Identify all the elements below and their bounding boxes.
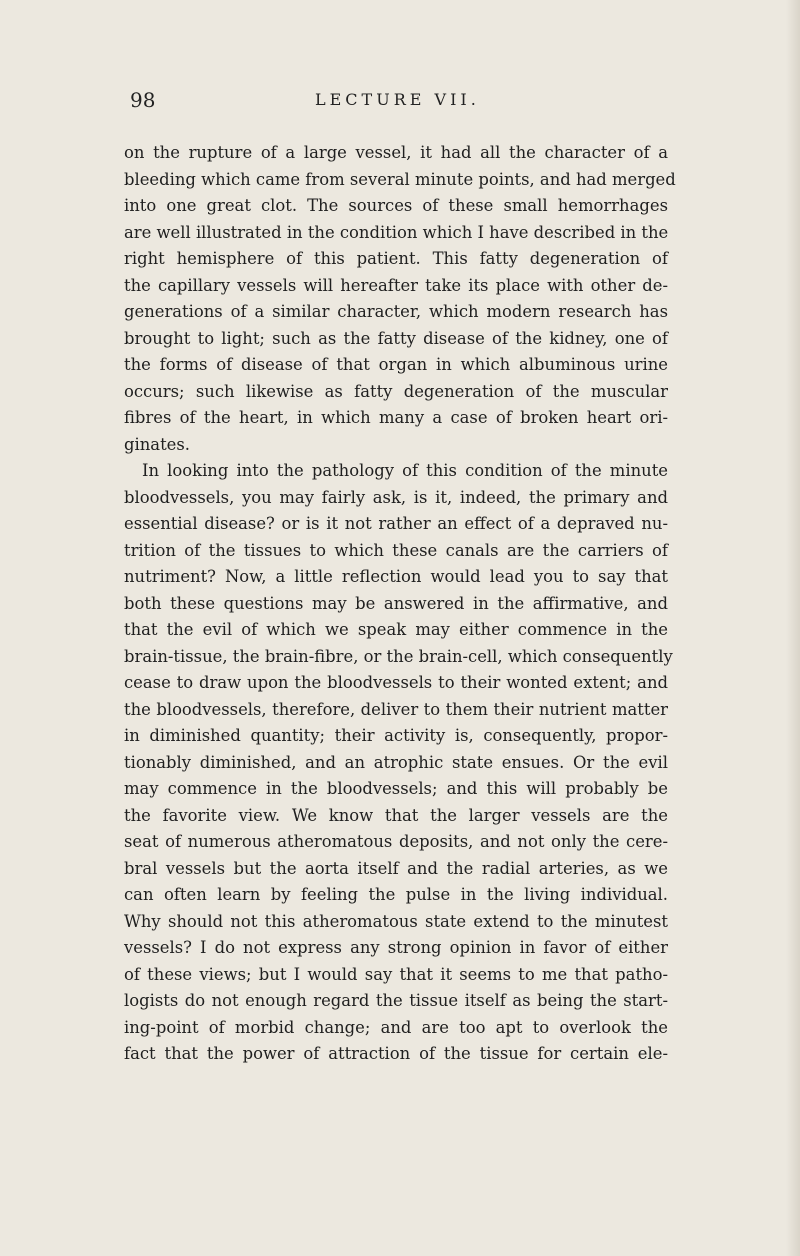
- text-line: cease to draw upon the bloodvessels to their wonted extent; and: [124, 673, 668, 692]
- running-head: LECTURE VII.: [315, 90, 480, 109]
- text-line: trition of the tissues to which these canals are the carriers of: [124, 540, 668, 560]
- text-line: fibres of the heart, in which many a case of broken heart ori-: [124, 408, 668, 427]
- text-line: the forms of disease of that organ in which albuminous urine: [124, 355, 668, 374]
- text-line: bloodvessels, you may fairly ask, is it, indeed, the primary and: [124, 487, 668, 507]
- paragraph-start-line: In looking into the pathology of this condition of the minute: [142, 461, 668, 480]
- text-line: the capillary vessels will hereafter take its place with other de-: [124, 275, 668, 295]
- text-line: brain-tissue, the brain-fibre, or the brain-cell, which consequently: [124, 646, 673, 666]
- text-line: tionably diminished, and an atrophic state ensues. Or the evil: [124, 752, 668, 772]
- text-line: brought to light; such as the fatty disease of the kidney, one of: [124, 328, 668, 348]
- body-text: [124, 140, 676, 1068]
- text-line: generations of a similar character, which modern research has: [124, 302, 668, 321]
- text-line: logists do not enough regard the tissue itself as being the start-: [124, 991, 668, 1010]
- text-line: may commence in the bloodvessels; and this will probably be: [124, 779, 668, 798]
- text-line: of these views; but I would say that it seems to me that patho-: [124, 964, 668, 984]
- text-line: Why should not this atheromatous state extend to the minutest: [124, 911, 668, 931]
- text-line: are well illustrated in the condition which I have described in the: [124, 222, 669, 242]
- text-line: ing-point of morbid change; and are too apt to overlook the: [124, 1017, 668, 1037]
- text-line: that the evil of which we speak may either commence in the: [124, 620, 668, 639]
- page-edge-shadow: [786, 0, 800, 1256]
- text-line: seat of numerous atheromatous deposits, and not only the cere-: [124, 832, 668, 851]
- text-line: into one great clot. The sources of these small hemorrhages: [124, 196, 668, 215]
- text-line: right hemisphere of this patient. This fatty degeneration of: [124, 249, 668, 268]
- text-line: occurs; such likewise as fatty degeneration of the muscular: [124, 381, 668, 401]
- text-line: on the rupture of a large vessel, it had all the character of a: [124, 143, 668, 162]
- text-line: in diminished quantity; their activity is, consequently, propor-: [124, 726, 668, 745]
- text-line: can often learn by feeling the pulse in the living individual.: [124, 885, 668, 904]
- page-number: 98: [130, 88, 156, 112]
- text-line: bleeding which came from several minute points, and had merged: [124, 169, 676, 189]
- text-line: ginates.: [124, 434, 190, 454]
- text-line: nutriment? Now, a little reflection would lead you to say that: [124, 567, 668, 586]
- text-line: essential disease? or is it not rather an effect of a depraved nu-: [124, 514, 668, 533]
- page-header: [130, 88, 660, 114]
- text-line: the favorite view. We know that the larger vessels are the: [124, 805, 668, 825]
- text-line: fact that the power of attraction of the tissue for certain ele-: [124, 1044, 668, 1063]
- text-line: the bloodvessels, therefore, deliver to them their nutrient matter: [124, 699, 668, 719]
- text-line: both these questions may be answered in the affirmative, and: [124, 593, 668, 613]
- text-line: vessels? I do not express any strong opinion in favor of either: [124, 938, 668, 957]
- text-line: bral vessels but the aorta itself and the radial arteries, as we: [124, 858, 668, 878]
